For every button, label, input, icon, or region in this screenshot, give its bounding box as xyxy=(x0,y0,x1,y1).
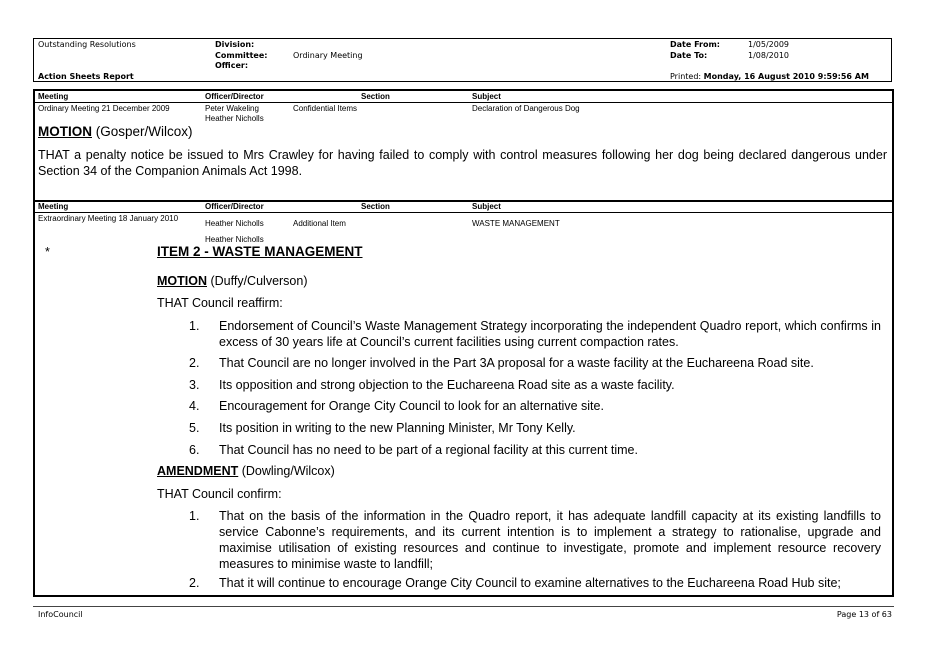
col-section-header: Section xyxy=(361,202,390,211)
col-section-header: Section xyxy=(361,92,390,101)
list-item: That Council are no longer involved in the Part 3A proposal for a waste facility at the Euchareena Road site. xyxy=(219,356,814,370)
division-label: Division: xyxy=(215,40,255,49)
record-officer: Peter Wakeling xyxy=(205,104,259,113)
asterisk-marker: * xyxy=(45,245,50,259)
report-type: Action Sheets Report xyxy=(38,72,134,81)
officer-label: Officer: xyxy=(215,61,249,70)
list-item: Encouragement for Orange City Council to look for an alternative site. xyxy=(219,399,604,413)
item-title xyxy=(157,244,363,260)
list-number: 3. xyxy=(189,378,200,392)
col-officer-header: Officer/Director xyxy=(205,202,264,211)
committee-value: Ordinary Meeting xyxy=(293,51,363,60)
record-section: Additional Item xyxy=(293,219,346,228)
record-section: Confidential Items xyxy=(293,104,358,113)
date-from-value: 1/05/2009 xyxy=(748,40,790,49)
amendment-movers: (Dowling/Wilcox) xyxy=(238,464,335,478)
motion-movers: (Gosper/Wilcox) xyxy=(92,124,193,139)
column-header-divider xyxy=(33,212,894,213)
list-item: Endorsement of Council’s Waste Management Strategy incorporating the independent Quadro report, which confirms in excess of 30 years life at Council’s current facilities using current compaction rates. xyxy=(219,319,881,349)
date-to-label: Date To: xyxy=(670,51,708,60)
col-meeting-header: Meeting xyxy=(38,202,69,211)
record-officer: Heather Nicholls xyxy=(205,219,264,228)
printed-label: Printed: xyxy=(670,72,702,81)
record-officer: Heather Nicholls xyxy=(205,235,264,244)
motion-heading xyxy=(38,124,193,140)
record-meeting: Ordinary Meeting 21 December 2009 xyxy=(38,104,170,113)
record-officer: Heather Nicholls xyxy=(205,114,264,123)
committee-label: Committee: xyxy=(215,51,268,60)
column-header-divider xyxy=(33,102,894,103)
col-subject-header: Subject xyxy=(472,92,501,101)
list-number: 1. xyxy=(189,319,200,333)
list-number: 1. xyxy=(189,509,200,523)
page-number: Page 13 of 63 xyxy=(836,610,892,619)
report-name: Outstanding Resolutions xyxy=(38,40,136,49)
list-item: That it will continue to encourage Orange City Council to examine alternatives to the Euchareena Road Hub site; xyxy=(219,576,841,590)
footer-divider xyxy=(33,606,894,607)
list-number: 6. xyxy=(189,443,200,457)
footer-system-name: InfoCouncil xyxy=(38,610,83,619)
motion-label: MOTION xyxy=(38,124,92,139)
motion-label: MOTION xyxy=(157,274,207,288)
list-number: 2. xyxy=(189,356,200,370)
date-to-value: 1/08/2010 xyxy=(748,51,790,60)
list-item: Its opposition and strong objection to the Euchareena Road site as a waste facility. xyxy=(219,378,675,392)
record-divider xyxy=(33,200,894,202)
amendment-intro: THAT Council confirm: xyxy=(157,487,282,501)
motion-movers: (Duffy/Culverson) xyxy=(207,274,308,288)
amendment-label: AMENDMENT xyxy=(157,464,239,478)
record-meeting: Extraordinary Meeting 18 January 2010 xyxy=(38,214,179,223)
record-subject: Declaration of Dangerous Dog xyxy=(472,104,580,113)
date-from-label: Date From: xyxy=(670,40,721,49)
list-number: 4. xyxy=(189,399,200,413)
motion-heading xyxy=(157,273,308,289)
list-number: 2. xyxy=(189,576,200,590)
resolution-text: THAT a penalty notice be issued to Mrs Crawley for having failed to comply with control measures following her dog being declared dangerous under Section 34 of the Companion Animals Act 1998. xyxy=(38,148,887,178)
col-subject-header: Subject xyxy=(472,202,501,211)
list-item: That on the basis of the information in the Quadro report, it has adequate landfill capacity at its existing landfills to service Cabonne’s requirements, and its current intention is to implement a strategy to rationalise, upgrade and maximise utilisation of existing resources and continue to investigate, promote and implement resource recovery measures to minimise waste to landfill; xyxy=(219,509,881,571)
list-item: Its position in writing to the new Planning Minister, Mr Tony Kelly. xyxy=(219,421,576,435)
item-title-text: ITEM 2 - WASTE MANAGEMENT xyxy=(157,244,363,259)
col-meeting-header: Meeting xyxy=(38,92,69,101)
printed-line xyxy=(670,72,869,82)
printed-value: Monday, 16 August 2010 9:59:56 AM xyxy=(703,72,869,81)
motion-intro: THAT Council reaffirm: xyxy=(157,296,283,310)
list-item: That Council has no need to be part of a regional facility at this current time. xyxy=(219,443,638,457)
col-officer-header: Officer/Director xyxy=(205,92,264,101)
record-subject: WASTE MANAGEMENT xyxy=(472,219,560,228)
amendment-heading xyxy=(157,463,335,479)
list-number: 5. xyxy=(189,421,200,435)
